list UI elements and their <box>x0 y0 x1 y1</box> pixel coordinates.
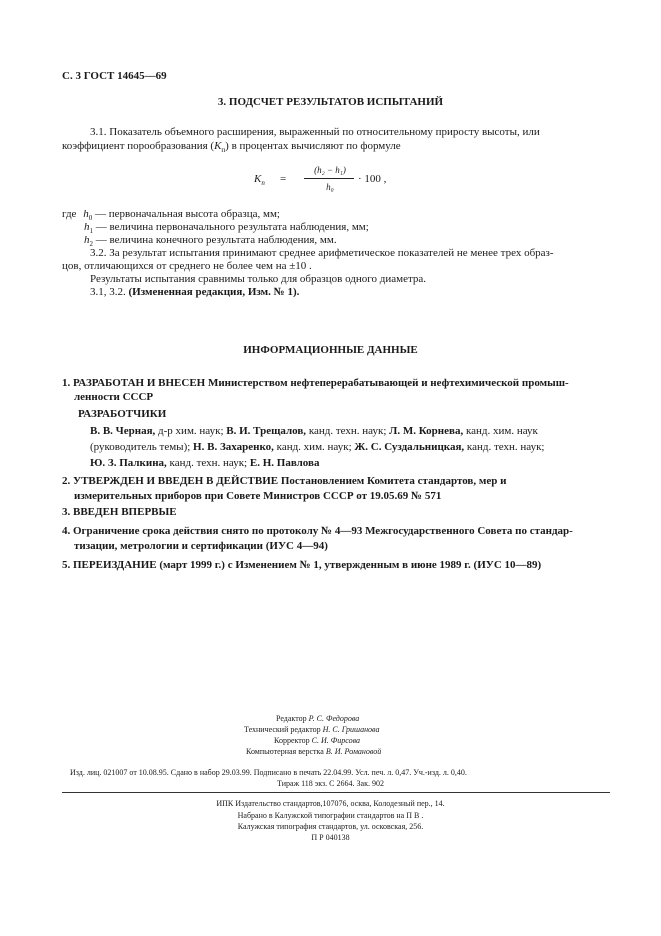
info-title: ИНФОРМАЦИОННЫЕ ДАННЫЕ <box>243 344 418 356</box>
subscript: 2 <box>89 240 93 249</box>
paragraph-3-1-line2 <box>62 139 401 157</box>
tech-editor-label: Технический редактор <box>244 725 321 734</box>
tech-editor-line <box>244 724 379 735</box>
subscript: 0 <box>88 214 93 223</box>
corrector-line <box>274 735 360 746</box>
info-item-5: 5. ПЕРЕИЗДАНИЕ (март 1999 г.) с Изменением № 1, утвержденным в июне 1989 г. (ИУС 10—89) <box>62 559 542 571</box>
subscript: п <box>221 146 226 155</box>
paragraph-3-1-line1: 3.1. Показатель объемного расширения, выраженный по относительному приросту высоты, или <box>90 126 540 138</box>
tech-editor-name: Н. С. Гришанова <box>322 725 380 734</box>
developer-name: Л. М. Корнева, <box>389 425 464 437</box>
change-note-bold: (Измененная редакция, Изм. № 1). <box>128 286 300 298</box>
change-note-prefix: 3.1, 3.2. <box>90 286 126 298</box>
developer-name: В. В. Черная, <box>90 425 156 437</box>
layout-label: Компьютерная верстка <box>246 747 324 756</box>
formula-multiplier: · 100 , <box>358 173 387 185</box>
formula-lhs-symbol: K <box>254 173 262 185</box>
info-item-1-line2: ленности СССР <box>74 391 154 403</box>
layout-line <box>246 746 381 757</box>
definition-h0: — первоначальная высота образца, мм; <box>94 208 280 220</box>
info-item-4-line1: 4. Ограничение срока действия снято по протоколу № 4—93 Межгосударственного Совета по стандар- <box>62 525 573 537</box>
imprint-line2: Тираж 118 экз. С 2664. Зак. 902 <box>277 779 384 788</box>
developer-name: В. И. Трещалов, <box>226 425 307 437</box>
formula-numerator: (h₂ − h₁) <box>314 165 346 175</box>
info-item-3: 3. ВВЕДЕН ВПЕРВЫЕ <box>62 506 177 518</box>
symbol-h1: h <box>84 221 90 233</box>
corrector-label: Корректор <box>274 736 310 745</box>
paragraph-3-2-line3: Результаты испытания сравнимы только для образцов одного диаметра. <box>90 273 427 285</box>
developer-credential: д-р хим. наук; <box>155 425 227 437</box>
formula-lhs <box>254 172 265 190</box>
developers-line1 <box>90 424 538 438</box>
publisher-line2: Набрано в Калужской типографии стандартов на П В . <box>237 811 424 820</box>
where-prefix: где <box>62 208 77 220</box>
formula-equals: = <box>280 173 287 185</box>
developer-name: Ж. С. Суздальницкая, <box>354 441 465 453</box>
editor-line <box>276 713 359 724</box>
developer-credential: канд. хим. наук <box>463 425 538 437</box>
developers-title: РАЗРАБОТЧИКИ <box>78 408 167 420</box>
change-note <box>90 285 299 299</box>
developer-credential: канд. техн. наук; <box>306 425 390 437</box>
formula-denominator: h₀ <box>326 182 334 192</box>
formula-fraction-bar <box>304 178 354 179</box>
info-item-1-line1: 1. РАЗРАБОТАН И ВНЕСЕН Министерством нефтеперерабатывающей и нефтехимической промыш- <box>62 377 569 389</box>
imprint-line1: Изд. лиц. 021007 от 10.08.95. Сдано в набор 29.03.99. Подписано в печать 22.04.99. Усл. печ. л. 0,47. Уч.-изд. л. 0,40. <box>70 768 467 777</box>
editor-name: Р. С. Федорова <box>308 714 360 723</box>
layout-name: В. И. Романовой <box>325 747 382 756</box>
section-title: 3. ПОДСЧЕТ РЕЗУЛЬТАТОВ ИСПЫТАНИЙ <box>217 96 444 108</box>
symbol-k: K <box>214 140 222 152</box>
publisher-line1: ИПК Издательство стандартов,107076, осква, Колодезный пер., 14. <box>216 799 445 808</box>
definition-h2: — величина конечного результата наблюдения, мм. <box>95 234 337 246</box>
developer-name: Е. Н. Павлова <box>249 457 320 469</box>
publisher-line3: Калужская типография стандартов, ул. осковская, 256. <box>237 822 424 831</box>
subscript: 1 <box>89 227 93 236</box>
developer-credential: канд. техн. наук; <box>464 441 545 453</box>
symbol-h2: h <box>84 234 90 246</box>
developer-credential: канд. техн. наук; <box>166 457 250 469</box>
developer-credential: канд. хим. наук; <box>273 441 355 453</box>
paragraph-3-2-line2: цов, отличающихся от среднего не более чем на ±10 . <box>62 260 312 272</box>
paragraph-3-2-line1: 3.2. За результат испытания принимают среднее арифметическое показателей не менее трех образ- <box>90 247 554 259</box>
info-item-4-line2: тизации, метрологии и сертификации (ИУС 4—94) <box>74 540 328 552</box>
text: коэффициент порообразования ( <box>62 140 215 152</box>
developers-line3 <box>90 456 319 470</box>
text: ) в процентах вычисляют по формуле <box>225 140 401 152</box>
developer-name: Н. В. Захаренко, <box>193 441 274 453</box>
developer-name: Ю. З. Палкина, <box>90 457 167 469</box>
page-header: С. 3 ГОСТ 14645—69 <box>62 70 167 82</box>
developers-line2 <box>90 440 545 454</box>
editor-label: Редактор <box>276 714 307 723</box>
developer-credential: (руководитель темы); <box>90 441 194 453</box>
publisher-line4: П Р 040138 <box>311 833 350 842</box>
symbol-h0: h <box>83 208 89 220</box>
definition-h1: — величина первоначального результата наблюдения, мм; <box>95 221 369 233</box>
colophon-divider <box>62 792 610 793</box>
info-item-2-line2: измерительных приборов при Совете Министров СССР от 19.05.69 № 571 <box>74 490 442 502</box>
info-item-2-line1: 2. УТВЕРЖДЕН И ВВЕДЕН В ДЕЙСТВИЕ Постановлением Комитета стандартов, мер и <box>62 475 507 487</box>
corrector-name: С. И. Фирсова <box>311 736 360 745</box>
formula-lhs-subscript: п <box>261 179 265 188</box>
